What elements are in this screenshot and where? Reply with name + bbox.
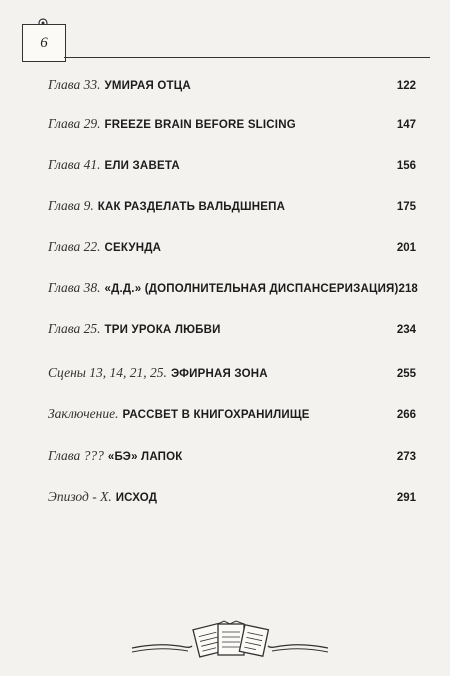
toc-entry [48, 364, 416, 386]
toc-entry [48, 279, 416, 301]
toc-entry-heading [48, 488, 157, 506]
toc-entry-title: КАК РАЗДЕЛАТЬ ВАЛЬДШНЕПА [97, 201, 286, 213]
notebook-pages-icon [130, 620, 330, 660]
toc-entry-prefix: Эпизод - Х. [48, 489, 112, 504]
toc-entry-title: ИСХОД [115, 492, 158, 504]
toc-entry-heading [48, 115, 296, 133]
toc-entry-prefix: Глава 25. [48, 321, 101, 336]
toc-entry-page-number: 266 [396, 409, 416, 421]
toc-entry [48, 405, 416, 427]
toc-entry-prefix: Глава 29. [48, 116, 101, 131]
toc-entry-page-number: 234 [396, 324, 416, 336]
toc-entry [48, 156, 416, 178]
toc-entry-page-number: 291 [396, 492, 416, 504]
toc-entry-prefix: Глава 41. [48, 157, 101, 172]
toc-entry-page-number: 255 [396, 368, 416, 380]
toc-entry-prefix: Сцены 13, 14, 21, 25. [48, 365, 167, 380]
toc-entry [48, 76, 416, 98]
toc-entry-page-number: 218 [398, 283, 418, 295]
toc-entry-title: ЭФИРНАЯ ЗОНА [170, 368, 268, 380]
toc-entry-prefix: Глава 38. [48, 280, 101, 295]
toc-entry-title: УМИРАЯ ОТЦА [104, 80, 191, 92]
toc-entry-page-number: 147 [396, 119, 416, 131]
toc-entry-title: СЕКУНДА [104, 242, 162, 254]
toc-entry-heading [48, 197, 285, 215]
toc-entry-heading [48, 76, 191, 94]
toc-entry-prefix: Глава ??? [48, 448, 104, 463]
page-number: 6 [22, 24, 66, 62]
toc-entry-heading [48, 238, 161, 256]
header-rule [64, 57, 430, 58]
toc-entry-title: «БЭ» ЛАПОК [107, 451, 183, 463]
toc-entry-heading [48, 364, 268, 382]
toc-entry-title: РАССВЕТ В КНИГОХРАНИЛИЩЕ [122, 409, 310, 421]
toc-entry-page-number: 156 [396, 160, 416, 172]
toc-entry-page-number: 175 [396, 201, 416, 213]
toc-entry [48, 447, 416, 469]
toc-entry-heading [48, 279, 399, 297]
toc-entry-prefix: Глава 22. [48, 239, 101, 254]
toc-entry-prefix: Глава 9. [48, 198, 94, 213]
toc-entry-page-number: 201 [396, 242, 416, 254]
toc-entry [48, 320, 416, 342]
toc-entry-title: ТРИ УРОКА ЛЮБВИ [104, 324, 221, 336]
toc-entry [48, 238, 416, 260]
toc-entry-heading [48, 320, 221, 338]
toc-entry-page-number: 122 [396, 80, 416, 92]
toc-entry-title: ЕЛИ ЗАВЕТА [104, 160, 180, 172]
toc-entry-heading [48, 405, 310, 423]
toc-entry-prefix: Заключение. [48, 406, 119, 421]
toc-entry-heading [48, 447, 183, 465]
toc-entry-page-number: 273 [396, 451, 416, 463]
toc-entry-title: FREEZE BRAIN BEFORE SLICING [104, 119, 296, 131]
toc-entry [48, 115, 416, 137]
toc-entry-heading [48, 156, 180, 174]
toc-entry-prefix: Глава 33. [48, 77, 101, 92]
toc-entry [48, 197, 416, 219]
toc-entry-title: «Д.Д.» (ДОПОЛНИТЕЛЬНАЯ ДИСПАНСЕРИЗАЦИЯ) [104, 283, 399, 295]
toc-entry [48, 488, 416, 510]
